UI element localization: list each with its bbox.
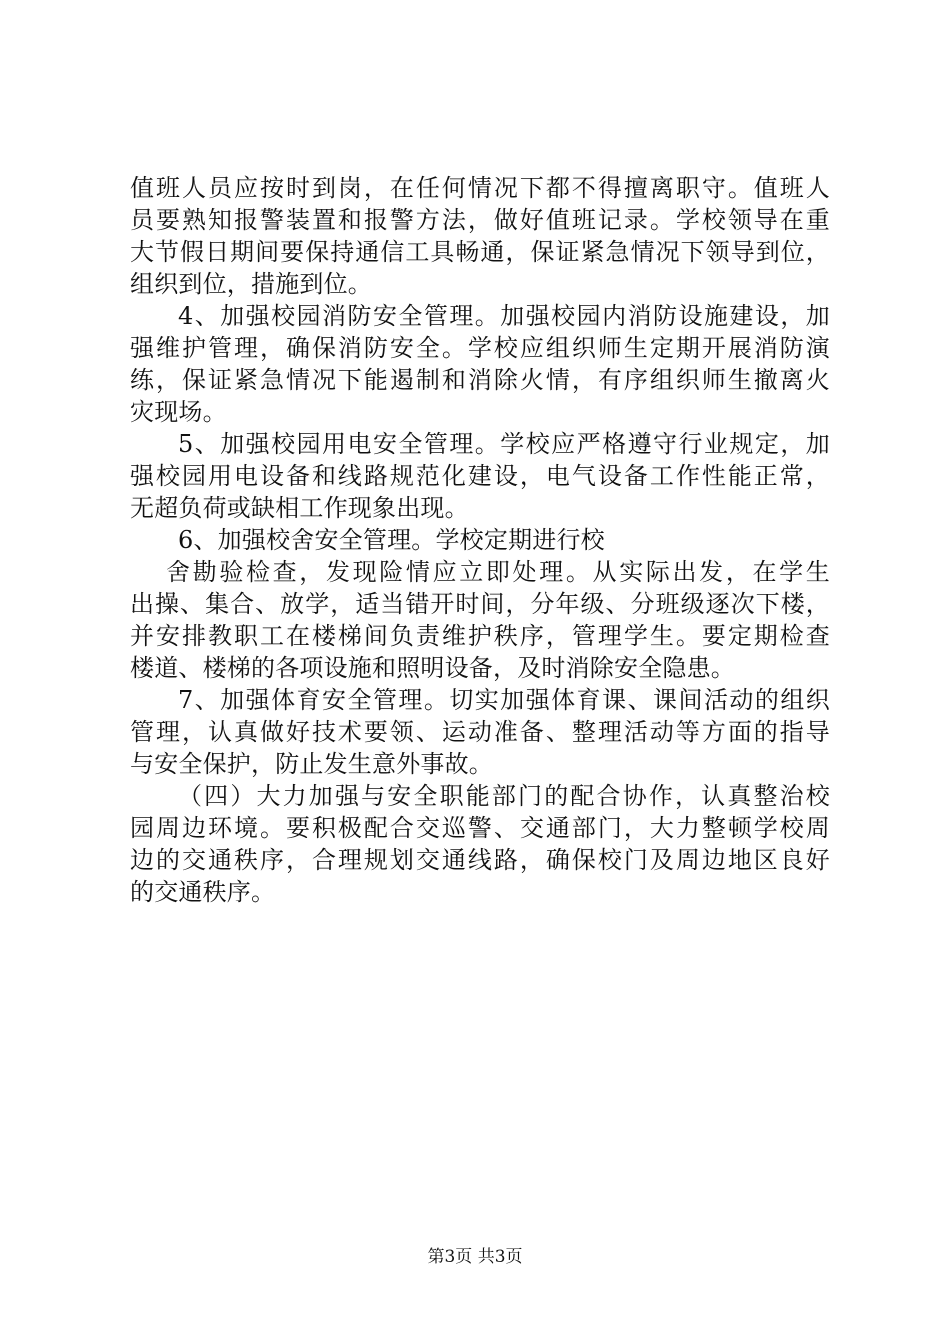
text-line: 并安排教职工在楼梯间负责维护秩序，管理学生。要定期检查 <box>130 622 830 650</box>
text-line: 4、加强校园消防安全管理。加强校园内消防设施建设，加 <box>178 302 830 330</box>
text-line: 7、加强体育安全管理。切实加强体育课、课间活动的组织 <box>178 686 830 714</box>
text-line: 强维护管理，确保消防安全。学校应组织师生定期开展消防演 <box>130 334 830 362</box>
text-line: 强校园用电设备和线路规范化建设，电气设备工作性能正常， <box>130 462 830 490</box>
text-line: 管理，认真做好技术要领、运动准备、整理活动等方面的指导 <box>130 718 830 746</box>
text-line: 楼道、楼梯的各项设施和照明设备，及时消除安全隐患。 <box>130 654 735 682</box>
text-line: （四）大力加强与安全职能部门的配合协作，认真整治校 <box>178 782 830 810</box>
text-line: 员要熟知报警装置和报警方法，做好值班记录。学校领导在重 <box>130 206 830 234</box>
text-line: 出操、集合、放学，适当错开时间，分年级、分班级逐次下楼， <box>130 590 830 618</box>
text-line: 边的交通秩序，合理规划交通线路，确保校门及周边地区良好 <box>130 846 830 874</box>
text-line: 组织到位，措施到位。 <box>130 270 372 298</box>
text-line: 舍勘验检查，发现险情应立即处理。从实际出发，在学生 <box>166 558 830 586</box>
text-line: 5、加强校园用电安全管理。学校应严格遵守行业规定，加 <box>178 430 830 458</box>
text-line: 值班人员应按时到岗，在任何情况下都不得擅离职守。值班人 <box>130 174 830 202</box>
document-body <box>130 172 830 908</box>
text-line: 无超负荷或缺相工作现象出现。 <box>130 494 469 522</box>
text-line: 6、加强校舍安全管理。学校定期进行校 <box>178 526 605 554</box>
text-line: 练，保证紧急情况下能遏制和消除火情，有序组织师生撤离火 <box>130 366 830 394</box>
text-line: 的交通秩序。 <box>130 878 276 906</box>
text-line: 与安全保护，防止发生意外事故。 <box>130 750 493 778</box>
page-number-footer: 第3页 共3页 <box>427 1247 523 1267</box>
text-line: 灾现场。 <box>130 398 227 426</box>
text-line: 大节假日期间要保持通信工具畅通，保证紧急情况下领导到位， <box>130 238 830 266</box>
text-line: 园周边环境。要积极配合交巡警、交通部门，大力整顿学校周 <box>130 814 830 842</box>
